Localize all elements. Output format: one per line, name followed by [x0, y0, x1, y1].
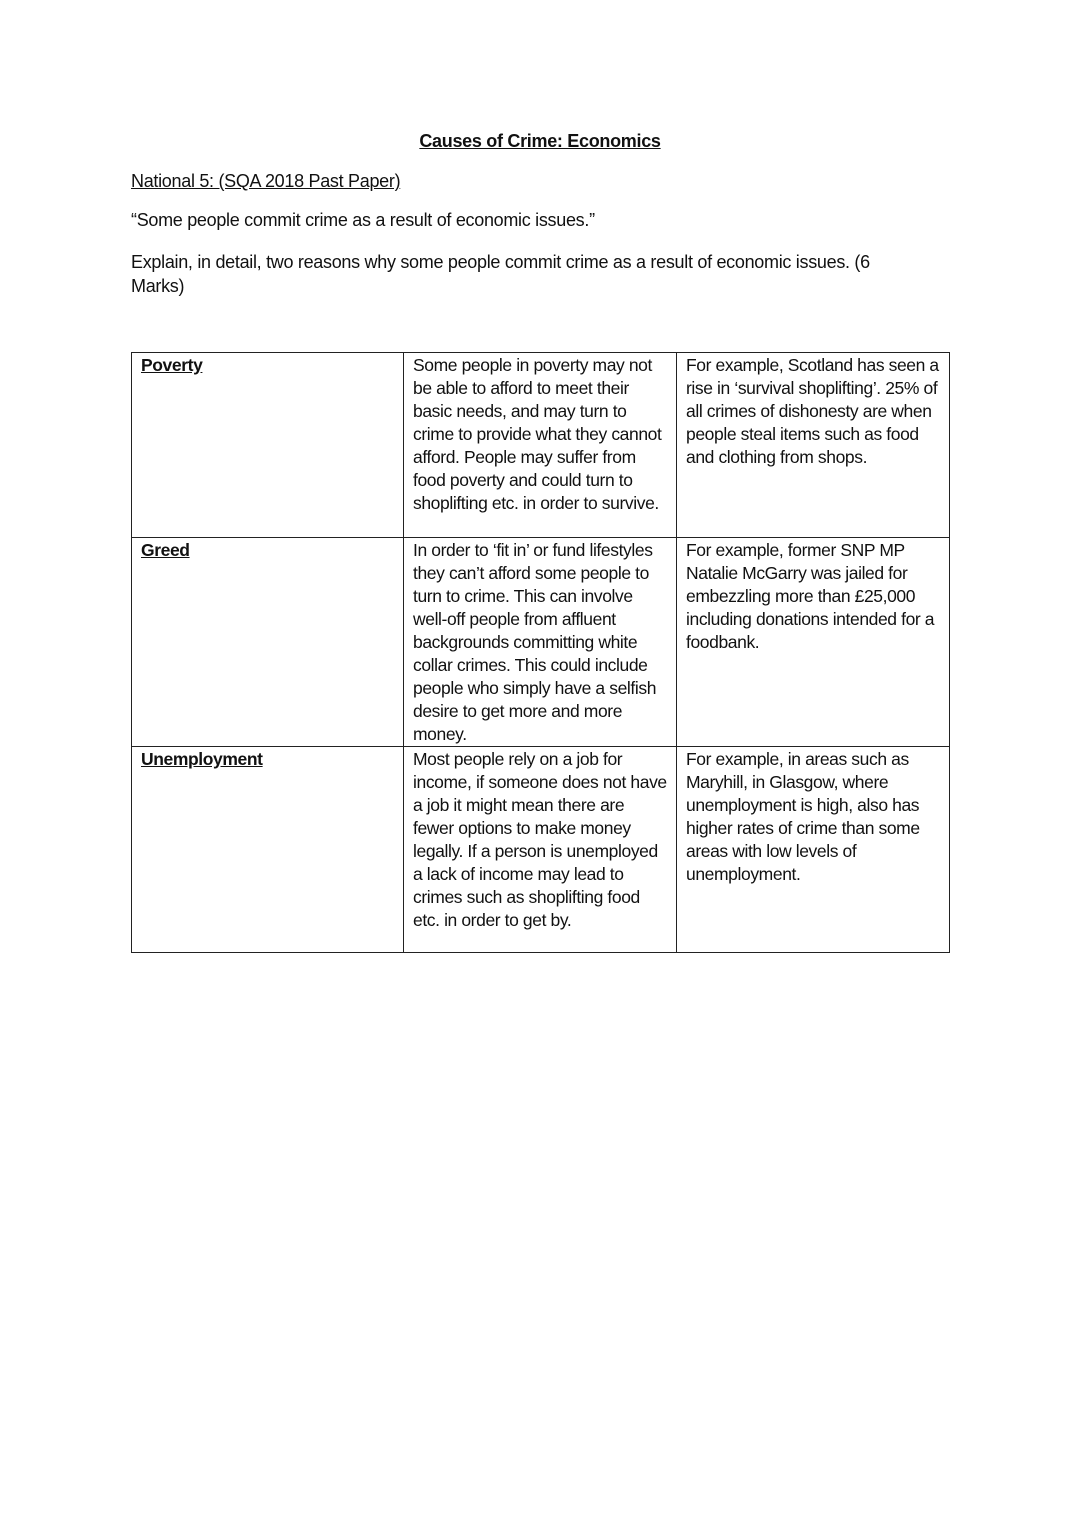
row-heading-cell: [132, 353, 404, 538]
row-heading-cell: [132, 538, 404, 747]
row-heading-greed: Greed: [141, 540, 190, 560]
reason-cell-unemployment: Most people rely on a job for income, if someone does not have a job it might mean there are fewer options to make money legally. If a person is unemployed a lack of income may lead to crimes such as shoplifting food etc. in order to get by.: [404, 747, 677, 953]
table-row-poverty: [132, 353, 950, 538]
page-title: Causes of Crime: Economics: [419, 131, 661, 151]
table-row-unemployment: [132, 747, 950, 953]
row-heading-cell: [132, 747, 404, 953]
question-quote: “Some people commit crime as a result of economic issues.”: [131, 210, 595, 230]
reason-cell-poverty: Some people in poverty may not be able to afford to meet their basic needs, and may turn to crime to provide what they cannot afford. People may suffer from food poverty and could turn to shoplifting etc. in order to survive.: [404, 353, 677, 538]
table-row-greed: [132, 538, 950, 747]
answer-table: [131, 352, 950, 953]
question-prompt: Explain, in detail, two reasons why some people commit crime as a result of economic issues. (6 Marks): [131, 252, 870, 296]
example-cell-greed: For example, former SNP MP Natalie McGarry was jailed for embezzling more than £25,000 including donations intended for a foodbank.: [677, 538, 950, 747]
row-heading-unemployment: Unemployment: [141, 749, 263, 769]
exam-subtitle: National 5: (SQA 2018 Past Paper): [131, 171, 401, 191]
reason-cell-greed: In order to ‘fit in’ or fund lifestyles they can’t afford some people to turn to crime. This can involve well-off people from affluent backgrounds committing white collar crimes. This could include people who simply have a selfish desire to get more and more money.: [404, 538, 677, 747]
row-heading-poverty: Poverty: [141, 355, 203, 375]
example-cell-poverty: For example, Scotland has seen a rise in ‘survival shoplifting’. 25% of all crimes of dishonesty are when people steal items such as food and clothing from shops.: [677, 353, 950, 538]
example-cell-unemployment: For example, in areas such as Maryhill, in Glasgow, where unemployment is high, also has higher rates of crime than some areas with low levels of unemployment.: [677, 747, 950, 953]
